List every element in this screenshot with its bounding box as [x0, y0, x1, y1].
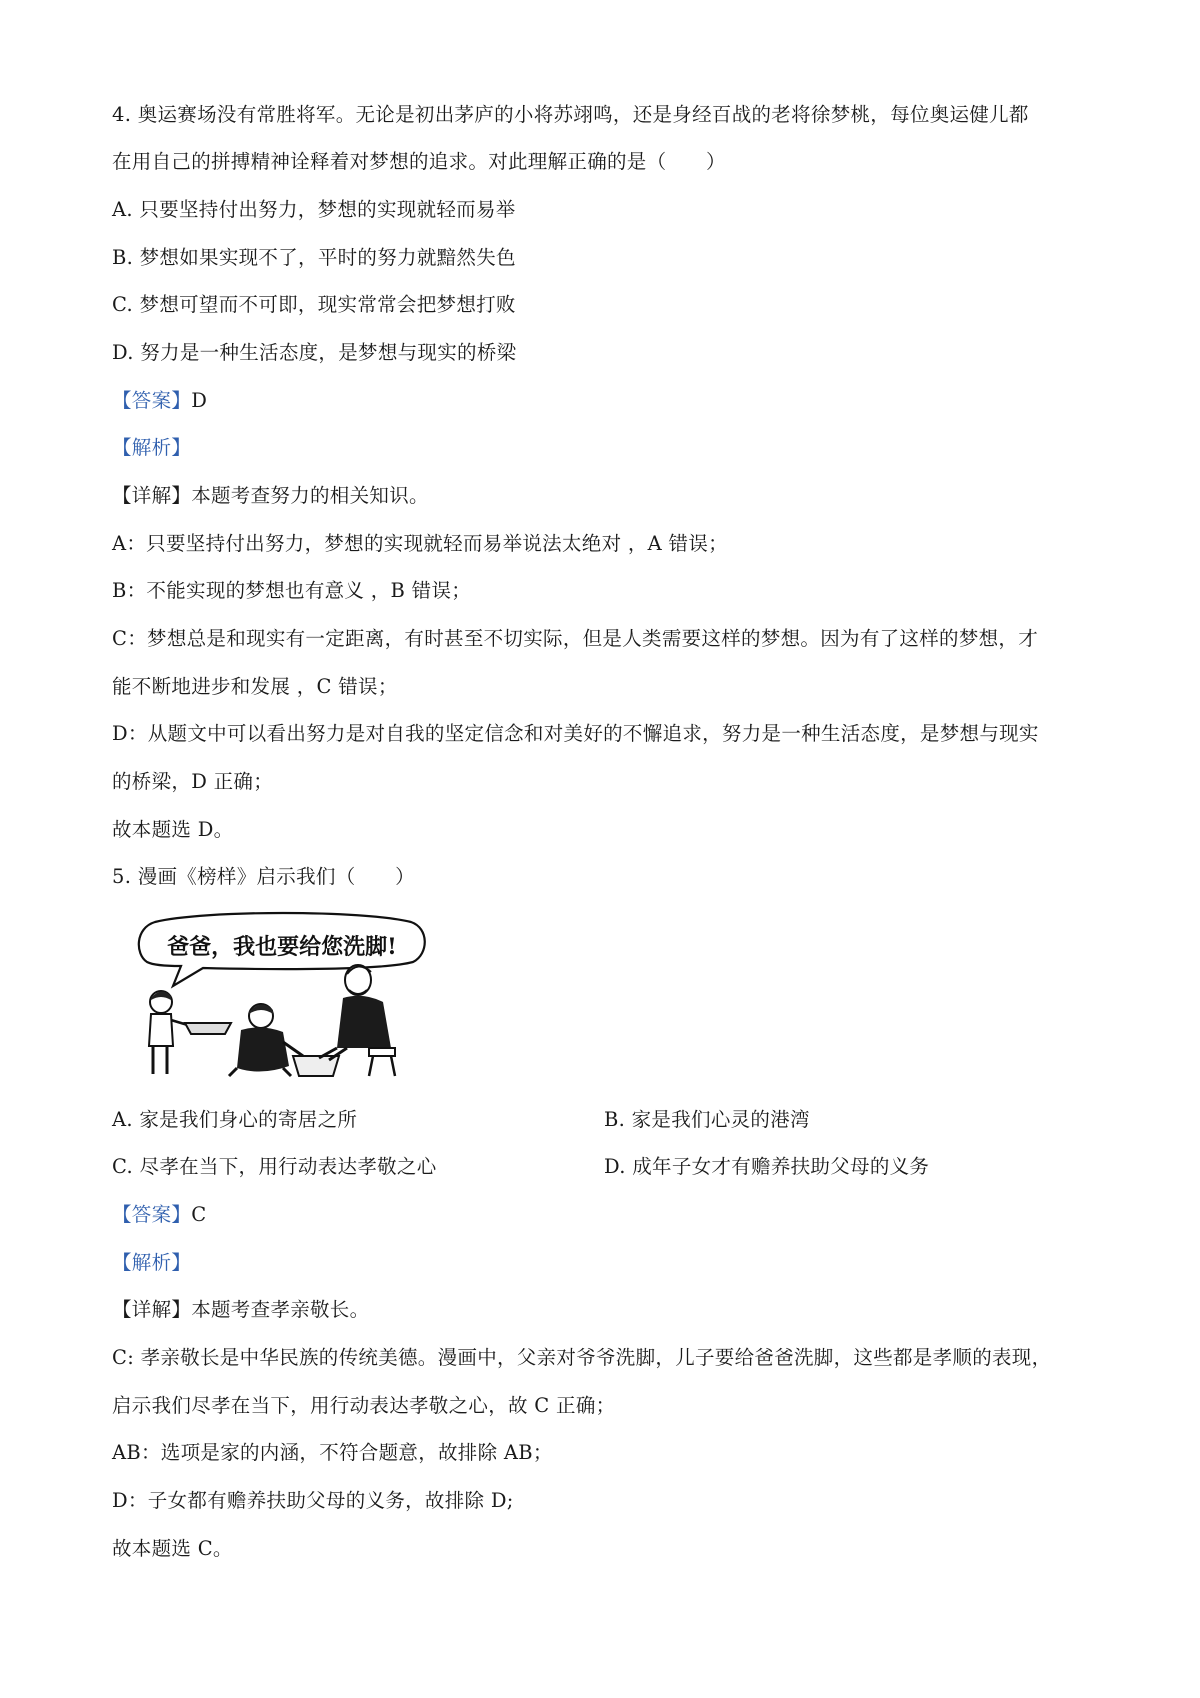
q4-option-a: A. 只要坚持付出努力，梦想的实现就轻而易举: [112, 198, 516, 221]
q4-detail-intro: 本题考查努力的相关知识。: [191, 484, 429, 507]
q4-analysis-tag: 【解析】: [112, 436, 192, 459]
q5-detail-c-line2: 启示我们尽孝在当下，用行动表达孝敬之心，故 C 正确；: [112, 1394, 616, 1417]
q5-answer: C: [191, 1203, 207, 1226]
q5-detail-tag: 【详解】: [112, 1298, 192, 1321]
q4-answer-line: [112, 387, 207, 415]
cartoon-image: [133, 910, 430, 1080]
speech-bubble-text: 爸爸，我也要给您洗脚!: [167, 934, 397, 960]
q5-option-b: B. 家是我们心灵的港湾: [604, 1108, 810, 1131]
q5-stem: 5. 漫画《榜样》启示我们（ ）: [112, 865, 415, 888]
q5-detail-ab: AB：选项是家的内涵，不符合题意，故排除 AB；: [112, 1441, 553, 1464]
q5-option-d: D. 成年子女才有赡养扶助父母的义务: [604, 1155, 930, 1178]
child-figure: [149, 991, 231, 1074]
q5-option-a: A. 家是我们身心的寄居之所: [112, 1108, 358, 1131]
q4-detail-c-line1: C：梦想总是和现实有一定距离，有时甚至不切实际，但是人类需要这样的梦想。因为有了这样的梦想，才: [112, 627, 1039, 650]
q4-detail-d-line1: D：从题文中可以看出努力是对自我的坚定信念和对美好的不懈追求，努力是一种生活态度，是梦想与现实: [112, 722, 1039, 745]
q4-detail-d-line2: 的桥梁，D 正确；: [112, 770, 274, 793]
q4-detail-c-line2: 能不断地进步和发展 ，C 错误；: [112, 675, 398, 698]
q5-answer-tag: 【答案】: [112, 1203, 192, 1226]
father-figure: [229, 1004, 303, 1076]
q5-detail-intro: 本题考查孝亲敬长。: [191, 1298, 370, 1321]
grandfather-figure: [319, 965, 395, 1076]
q4-stem-line2: 在用自己的拼搏精神诠释着对梦想的追求。对此理解正确的是（ ）: [112, 150, 726, 173]
q5-analysis-tag: 【解析】: [112, 1251, 192, 1274]
q4-detail-tag: 【详解】: [112, 484, 192, 507]
q4-detail-b: B：不能实现的梦想也有意义 ，B 错误；: [112, 579, 472, 602]
q4-answer: D: [191, 389, 208, 412]
q5-detail-intro-line: [112, 1296, 369, 1324]
q4-detail-a: A：只要坚持付出努力，梦想的实现就轻而易举说法太绝对 ，A 错误；: [112, 532, 728, 555]
q4-conclusion: 故本题选 D。: [112, 818, 234, 841]
q5-detail-d: D：子女都有赡养扶助父母的义务，故排除 D;: [112, 1489, 514, 1512]
q5-option-c: C. 尽孝在当下，用行动表达孝敬之心: [112, 1155, 437, 1178]
q4-option-b: B. 梦想如果实现不了，平时的努力就黯然失色: [112, 246, 516, 269]
q4-detail-intro-line: [112, 482, 429, 510]
q5-answer-line: [112, 1201, 206, 1229]
q5-conclusion: 故本题选 C。: [112, 1537, 233, 1560]
q5-detail-c-line1: C: 孝亲敬长是中华民族的传统美德。漫画中，父亲对爷爷洗脚，儿子要给爸爸洗脚，这些都是孝顺的表现，: [112, 1346, 1052, 1369]
q4-stem-line1: 4. 奥运赛场没有常胜将军。无论是初出茅庐的小将苏翊鸣，还是身经百战的老将徐梦桃，每位奥运健儿都: [112, 103, 1029, 126]
q4-answer-tag: 【答案】: [112, 389, 192, 412]
q4-option-c: C. 梦想可望而不可即，现实常常会把梦想打败: [112, 293, 516, 316]
q4-option-d: D. 努力是一种生活态度，是梦想与现实的桥梁: [112, 341, 517, 364]
